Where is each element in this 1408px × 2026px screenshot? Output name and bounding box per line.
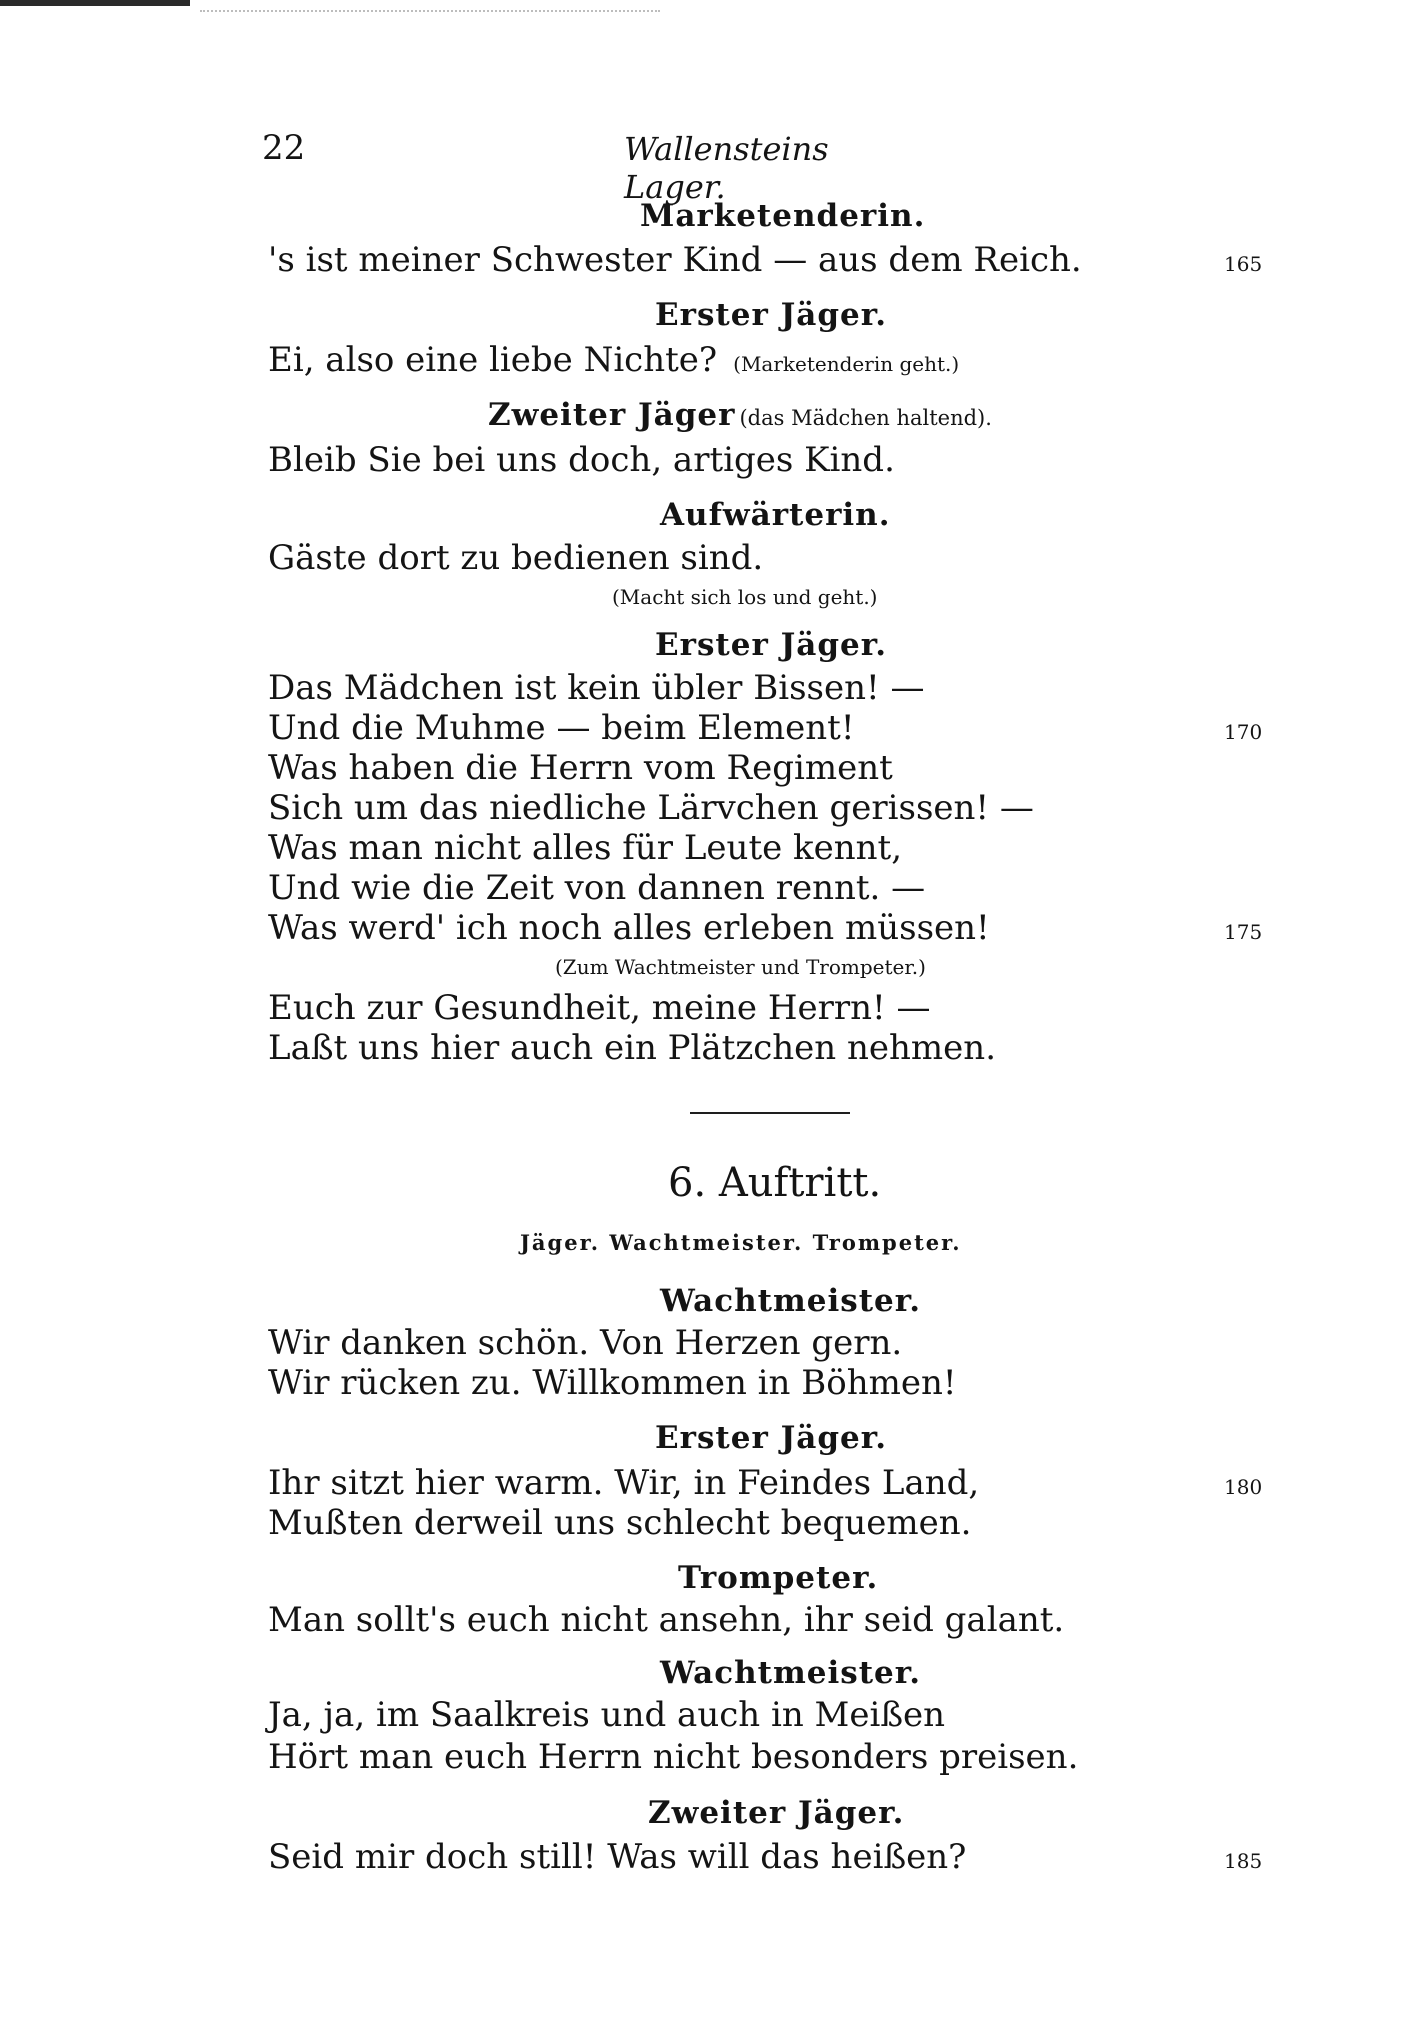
line-number: 185 (1224, 1849, 1263, 1873)
verse-line: Ihr sitzt hier warm. Wir, in Feindes Land, (268, 1463, 980, 1503)
verse-line: Und wie die Zeit von dannen rennt. — (268, 868, 926, 908)
speaker-heading: Aufwärterin. (660, 497, 891, 533)
scene-title: 6. Auftritt. (668, 1160, 882, 1206)
line-number: 170 (1224, 720, 1263, 744)
section-divider (690, 1112, 850, 1114)
scan-edge-mark (0, 0, 190, 6)
speaker-heading: Erster Jäger. (655, 627, 888, 663)
speaker-heading: Zweiter Jäger. (648, 1795, 905, 1831)
line-number: 180 (1224, 1475, 1263, 1499)
page-number: 22 (262, 128, 306, 168)
verse-line: Seid mir doch still! Was will das heißen? (268, 1837, 967, 1877)
speaker-heading: Erster Jäger. (655, 297, 888, 333)
verse-line: Mußten derweil uns schlecht bequemen. (268, 1503, 972, 1543)
verse-line: Hört man euch Herrn nicht besonders preisen. (268, 1737, 1079, 1777)
verse-line: Und die Muhme — beim Element! (268, 708, 855, 748)
stage-direction: (das Mädchen haltend). (739, 406, 992, 430)
speaker-heading (488, 397, 992, 433)
verse-line: Euch zur Gesundheit, meine Herrn! — (268, 988, 931, 1028)
page-header (262, 128, 912, 206)
stage-direction: (Zum Wachtmeister und Trompeter.) (555, 955, 926, 979)
verse-line: 's ist meiner Schwester Kind — aus dem Reich. (268, 240, 1082, 280)
verse-line: Gäste dort zu bedienen sind. (268, 538, 764, 578)
speaker-heading: Trompeter. (678, 1560, 879, 1596)
scene-cast: Jäger. Wachtmeister. Trompeter. (520, 1230, 962, 1255)
stage-direction: (Macht sich los und geht.) (612, 585, 878, 609)
verse-line: Sich um das niedliche Lärvchen gerissen! — (268, 788, 1034, 828)
speaker-name: Zweiter Jäger (488, 397, 736, 433)
speaker-heading: Wachtmeister. (660, 1283, 922, 1319)
verse-line: Was werd' ich noch alles erleben müssen! (268, 908, 990, 948)
line-number: 175 (1224, 920, 1263, 944)
stage-direction: (Marketenderin geht.) (733, 352, 960, 376)
verse-line: Laßt uns hier auch ein Plätzchen nehmen. (268, 1028, 996, 1068)
verse-line: Wir rücken zu. Willkommen in Böhmen! (268, 1363, 957, 1403)
speaker-heading: Wachtmeister. (660, 1655, 922, 1691)
scan-noise (200, 10, 660, 16)
verse-text: Ei, also eine liebe Nichte? (268, 340, 718, 380)
running-title: Wallensteins Lager. (624, 130, 829, 206)
verse-line: Wir danken schön. Von Herzen gern. (268, 1323, 903, 1363)
verse-line: Bleib Sie bei uns doch, artiges Kind. (268, 440, 895, 480)
line-number: 165 (1224, 252, 1263, 276)
verse-line: Was man nicht alles für Leute kennt, (268, 828, 903, 868)
verse-line: Das Mädchen ist kein übler Bissen! — (268, 668, 925, 708)
verse-line: Man sollt's euch nicht ansehn, ihr seid galant. (268, 1600, 1065, 1640)
speaker-heading: Erster Jäger. (655, 1420, 888, 1456)
verse-line: Was haben die Herrn vom Regiment (268, 748, 893, 788)
speaker-heading: Marketenderin. (640, 198, 926, 234)
verse-line (268, 340, 959, 380)
verse-line: Ja, ja, im Saalkreis und auch in Meißen (268, 1695, 946, 1735)
